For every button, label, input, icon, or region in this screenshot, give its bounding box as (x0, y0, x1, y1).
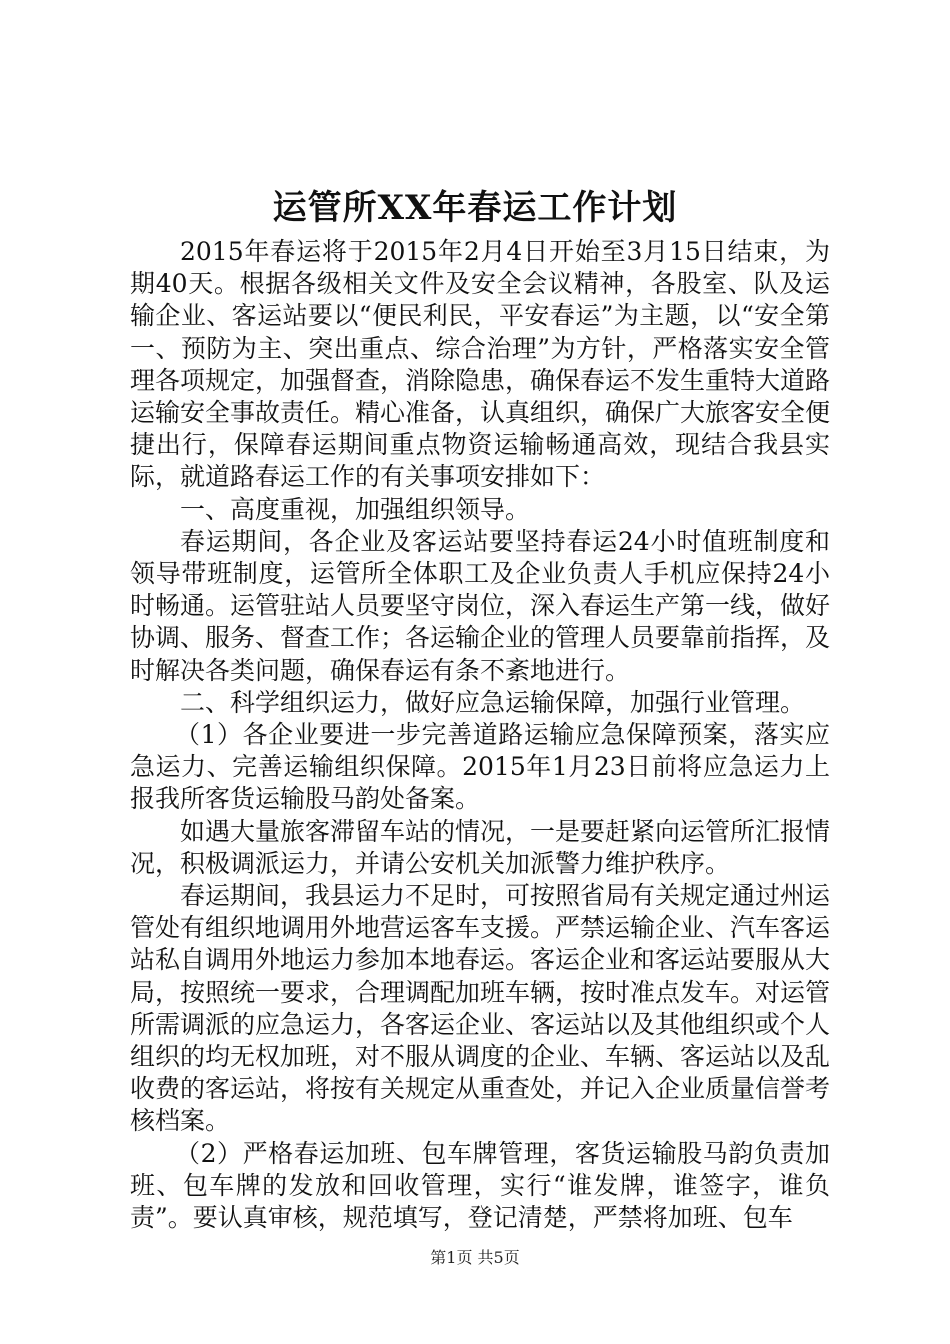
heading-section-2: 二、科学组织运力，做好应急运输保障，加强行业管理。 (180, 687, 806, 717)
paragraph-section-1: 春运期间，各企业及客运站要坚持春运24小时值班制度和领导带班制度，运管所全体职工及企业负责人手机应保持24小时畅通。运管驻站人员要坚守岗位，深入春运生产第一线，做好协调、服务、督查工作；各运输企业的管理人员要靠前指挥，及时解决各类问题，确保春运有条不紊地进行。 (130, 526, 831, 685)
page-footer: 第1页 共5页 (430, 1248, 520, 1267)
paragraph-stranded-passengers: 如遇大量旅客滞留车站的情况，一是要赶紧向运管所汇报情况，积极调派运力，并请公安机关加派警力维护秩序。 (130, 816, 831, 878)
paragraph-intro: 2015年春运将于2015年2月4日开始至3月15日结束，为期40天。根据各级相关文件及安全会议精神，各股室、队及运输企业、客运站要以“便民利民，平安春运”为主题，以“安全第一、预防为主、突出重点、综合治理”为方针，严格落实安全管理各项规定，加强督查，消除隐患，确保春运不发生重特大道路运输安全事故责任。精心准备，认真组织，确保广大旅客安全便捷出行，保障春运期间重点物资运输畅通高效，现结合我县实际，就道路春运工作的有关事项安排如下： (130, 237, 831, 492)
paragraph-item-1: （1）各企业要进一步完善道路运输应急保障预案，落实应急运力、完善运输组织保障。2015年1月23日前将应急运力上报我所客货运输股马韵处备案。 (130, 720, 830, 814)
document-title: 运管所XX年春运工作计划 (272, 188, 678, 228)
document-body (130, 236, 830, 1234)
heading-section-1: 一、高度重视，加强组织领导。 (180, 494, 531, 524)
paragraph-capacity-shortage: 春运期间，我县运力不足时，可按照省局有关规定通过州运管处有组织地调用外地营运客车支援。严禁运输企业、汽车客运站私自调用外地运力参加本地春运。客运企业和客运站要服从大局，按照统一要求，合理调配加班车辆，按时准点发车。对运管所需调派的应急运力，各客运企业、客运站以及其他组织或个人组织的均无权加班，对不服从调度的企业、车辆、客运站以及乱收费的客运站，将按有关规定从重查处，并记入企业质量信誉考核档案。 (130, 881, 831, 1136)
paragraph-item-2: （2）严格春运加班、包车牌管理，客货运输股马韵负责加班、包车牌的发放和回收管理，实行“谁发牌，谁签字，谁负责”。要认真审核，规范填写，登记清楚，严禁将加班、包车 (130, 1138, 830, 1233)
